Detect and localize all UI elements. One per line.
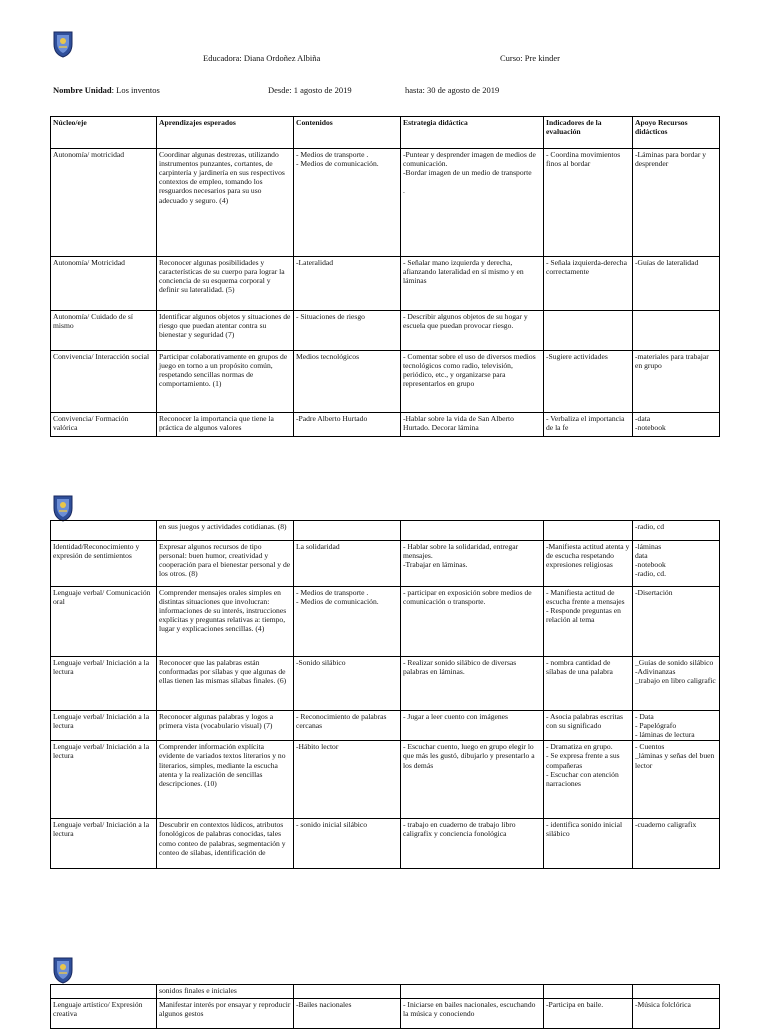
nucleo-cell: Convivencia/ Formación valórica (51, 413, 157, 437)
indicador-cell: -Sugiere actividades (544, 351, 633, 413)
contenido-cell: - Medios de transporte . - Medios de comunicación. (294, 587, 401, 657)
aprendizaje-cell: Reconocer algunas palabras y logos a primera vista (vocabulario visual) (7) (157, 711, 294, 741)
school-crest-icon (53, 494, 73, 522)
header-cell: Aprendizajes esperados (157, 117, 294, 149)
nucleo-cell: Convivencia/ Interacción social (51, 351, 157, 413)
estrategia-cell: - Comentar sobre el uso de diversos medios tecnológicos como radio, televisión, periódico, etc., y organizarse para representarlos en grupo (401, 351, 544, 413)
indicador-cell: - nombra cantidad de sílabas de una palabra (544, 657, 633, 711)
recurso-cell: - Data - Papelógrafo - láminas de lectura (633, 711, 720, 741)
estrategia-cell (401, 521, 544, 541)
nucleo-cell: Lenguaje verbal/ Iniciación a la lectura (51, 711, 157, 741)
aprendizaje-cell: Manifestar interés por ensayar y reproducir algunos gestos (157, 999, 294, 1029)
recurso-cell: -cuaderno caligrafix (633, 819, 720, 869)
page-3 (0, 952, 768, 1024)
estrategia-cell: - Señalar mano izquierda y derecha, afianzando lateralidad en sí mismo y en láminas (401, 257, 544, 311)
indicador-cell (544, 311, 633, 351)
nucleo-cell: Autonomía/ Motricidad (51, 257, 157, 311)
table-row (51, 985, 720, 999)
aprendizaje-cell: Comprender mensajes orales simples en distintas situaciones que involucran: informaciones de su interés, instrucciones explícitas y preguntas relativas a: tiempo, lugar y explicaciones sencillas. (4) (157, 587, 294, 657)
estrategia-cell (401, 985, 544, 999)
school-crest-icon (53, 956, 73, 984)
indicador-cell: - Dramatiza en grupo. - Se expresa frente a sus compañeras - Escuchar con atención narraciones (544, 741, 633, 819)
planning-table-page-1 (50, 116, 720, 437)
aprendizaje-cell: Participar colaborativamente en grupos de juego en torno a un propósito común, respetando sencillas normas de comportamiento. (1) (157, 351, 294, 413)
recurso-cell: - Cuentos _láminas y señas del buen lector (633, 741, 720, 819)
contenido-cell: -Padre Alberto Hurtado (294, 413, 401, 437)
table-row (51, 413, 720, 437)
recurso-cell: -Música folclórica (633, 999, 720, 1029)
contenido-cell (294, 521, 401, 541)
recurso-cell: -materiales para trabajar en grupo (633, 351, 720, 413)
table-row (51, 521, 720, 541)
unidad-label: Nombre Unidad (53, 85, 112, 95)
recurso-cell: -Láminas para bordar y desprender (633, 149, 720, 257)
page-2-rows (51, 521, 720, 869)
contenido-cell: -Sonido silábico (294, 657, 401, 711)
contenido-cell: - sonido inicial silábico (294, 819, 401, 869)
recurso-cell: -Guías de lateralidad (633, 257, 720, 311)
page-2 (0, 490, 768, 890)
aprendizaje-cell: sonidos finales e iniciales (157, 985, 294, 999)
table-row (51, 149, 720, 257)
page-1 (0, 0, 768, 470)
aprendizaje-cell: Identificar algunos objetos y situaciones de riesgo que puedan atentar contra su bienestar y seguridad (7) (157, 311, 294, 351)
table-header-row (51, 117, 720, 149)
estrategia-cell: - Escuchar cuento, luego en grupo elegir lo que más les gustó, dibujarlo y presentarlo a los demás (401, 741, 544, 819)
nucleo-cell (51, 985, 157, 999)
curso-label: Curso: Pre kinder (500, 53, 560, 63)
estrategia-cell: - trabajo en cuaderno de trabajo libro caligrafix y conciencia fonológica (401, 819, 544, 869)
aprendizaje-cell: Descubrir en contextos lúdicos, atributos fonológicos de palabras conocidas, tales como conteo de palabras, segmentación y conteo de sílabas, identificación de (157, 819, 294, 869)
unidad-value: : Los inventos (111, 85, 160, 95)
desde-label: Desde: 1 agosto de 2019 (268, 85, 352, 95)
aprendizaje-cell: Coordinar algunas destrezas, utilizando instrumentos punzantes, cortantes, de carpintería y jardinería en sus respectivos contextos de empleo, tomando los resguardos necesarios para su uso adecuado y seguro. (4) (157, 149, 294, 257)
recurso-cell: -Disertación (633, 587, 720, 657)
nucleo-cell: Lenguaje verbal/ Iniciación a la lectura (51, 657, 157, 711)
table-row (51, 741, 720, 819)
contenido-cell (294, 985, 401, 999)
contenido-cell: La solidaridad (294, 541, 401, 587)
contenido-cell: -Hábito lector (294, 741, 401, 819)
educadora-label: Educadora: Diana Ordoñez Albiña (203, 53, 321, 63)
estrategia-cell: - participar en exposición sobre medios de comunicación o transporte. (401, 587, 544, 657)
header-cell: Contenidos (294, 117, 401, 149)
table-row (51, 311, 720, 351)
indicador-cell: - Manifiesta actitud de escucha frente a mensajes - Responde preguntas en relación al tema (544, 587, 633, 657)
contenido-cell: - Medios de transporte . - Medios de comunicación. (294, 149, 401, 257)
table-row (51, 351, 720, 413)
table-row (51, 541, 720, 587)
contenido-cell: -Lateralidad (294, 257, 401, 311)
contenido-cell: Medios tecnológicos (294, 351, 401, 413)
hasta-label: hasta: 30 de agosto de 2019 (405, 85, 500, 95)
recurso-cell (633, 985, 720, 999)
table-row (51, 587, 720, 657)
aprendizaje-cell: Reconocer que las palabras están conformadas por sílabas y que algunas de ellas tienen las mismas sílabas finales. (6) (157, 657, 294, 711)
page-1-rows (51, 149, 720, 437)
nucleo-cell: Lenguaje verbal/ Iniciación a la lectura (51, 819, 157, 869)
indicador-cell: - Señala izquierda-derecha correctamente (544, 257, 633, 311)
header-cell: Apoyo Recursos didácticos (633, 117, 720, 149)
nucleo-cell: Identidad/Reconocimiento y expresión de sentimientos (51, 541, 157, 587)
table-row (51, 657, 720, 711)
contenido-cell: - Situaciones de riesgo (294, 311, 401, 351)
contenido-cell: -Bailes nacionales (294, 999, 401, 1029)
estrategia-cell: - Jugar a leer cuento con imágenes (401, 711, 544, 741)
page-3-rows (51, 985, 720, 1029)
indicador-cell: - Asocia palabras escritas con su significado (544, 711, 633, 741)
unidad-line (53, 85, 160, 95)
recurso-cell: -radio, cd (633, 521, 720, 541)
nucleo-cell (51, 521, 157, 541)
nucleo-cell: Lenguaje verbal/ Iniciación a la lectura (51, 741, 157, 819)
nucleo-cell: Autonomía/ motricidad (51, 149, 157, 257)
estrategia-cell: - Realizar sonido silábico de diversas palabras en láminas. (401, 657, 544, 711)
aprendizaje-cell: Reconocer algunas posibilidades y características de su cuerpo para lograr la conciencia de su esquema corporal y definir su lateralidad. (5) (157, 257, 294, 311)
estrategia-cell: - Hablar sobre la solidaridad, entregar mensajes. -Trabajar en láminas. (401, 541, 544, 587)
nucleo-cell: Autonomía/ Cuidado de sí mismo (51, 311, 157, 351)
aprendizaje-cell: en sus juegos y actividades cotidianas. (8) (157, 521, 294, 541)
indicador-cell: -Manifiesta actitud atenta y de escucha respetando expresiones religiosas (544, 541, 633, 587)
header-cell: Núcleo/eje (51, 117, 157, 149)
planning-table-page-3 (50, 984, 720, 1029)
indicador-cell: -Participa en baile. (544, 999, 633, 1029)
estrategia-cell: -Puntear y desprender imagen de medios de comunicación. -Bordar imagen de un medio de transporte . (401, 149, 544, 257)
table-row (51, 999, 720, 1029)
school-crest-icon (53, 30, 73, 58)
indicador-cell (544, 521, 633, 541)
table-row (51, 819, 720, 869)
indicador-cell: - Coordina movimientos finos al bordar (544, 149, 633, 257)
estrategia-cell: - Describir algunos objetos de su hogar y escuela que puedan provocar riesgo. (401, 311, 544, 351)
contenido-cell: - Reconocimiento de palabras cercanas (294, 711, 401, 741)
recurso-cell: -láminas data -notebook -radio, cd. (633, 541, 720, 587)
aprendizaje-cell: Expresar algunos recursos de tipo personal: buen humor, creatividad y cooperación para el bienestar personal y de los otros. (8) (157, 541, 294, 587)
recurso-cell: _Guías de sonido silábico -Adivinanzas _trabajo en libro caligrafic (633, 657, 720, 711)
planning-table-page-2 (50, 520, 720, 869)
estrategia-cell: - Iniciarse en bailes nacionales, escuchando la música y conociendo (401, 999, 544, 1029)
indicador-cell (544, 985, 633, 999)
indicador-cell: - Verbaliza el importancia de la fe (544, 413, 633, 437)
nucleo-cell: Lenguaje artístico/ Expresión creativa (51, 999, 157, 1029)
nucleo-cell: Lenguaje verbal/ Comunicación oral (51, 587, 157, 657)
recurso-cell: -data -notebook (633, 413, 720, 437)
table-row (51, 711, 720, 741)
indicador-cell: - identifica sonido inicial silábico (544, 819, 633, 869)
recurso-cell (633, 311, 720, 351)
table-row (51, 257, 720, 311)
estrategia-cell: -Hablar sobre la vida de San Alberto Hurtado. Decorar lámina (401, 413, 544, 437)
aprendizaje-cell: Reconocer la importancia que tiene la práctica de algunos valores (157, 413, 294, 437)
header-cell: Estrategia didáctica (401, 117, 544, 149)
header-cell: Indicadores de la evaluación (544, 117, 633, 149)
aprendizaje-cell: Comprender información explícita evidente de variados textos literarios y no literarios, simples, mediante la escucha atenta y la realización de sencillas descripciones. (10) (157, 741, 294, 819)
